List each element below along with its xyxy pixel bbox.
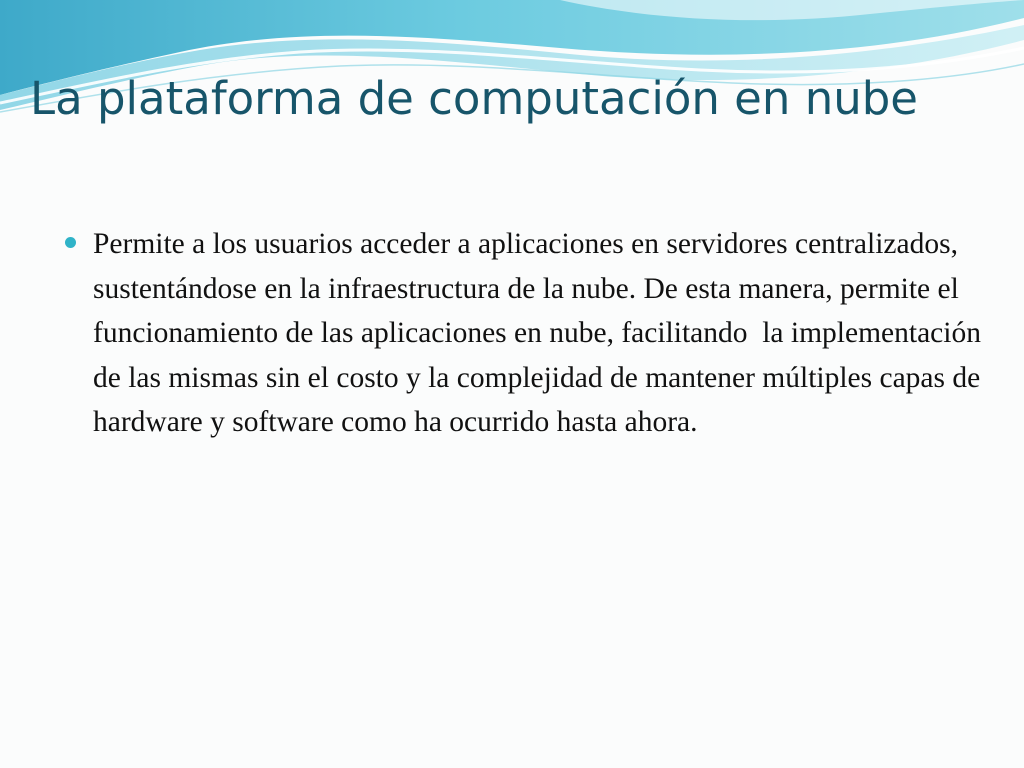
bullet-item — [62, 222, 989, 445]
bullet-text: Permite a los usuarios acceder a aplicaciones en servidores centralizados, sustentándose en la infraestructura de la nube. De esta manera, permite el funcionamiento de las aplicaciones en nube, facilitando la implementación de las mismas sin el costo y la complejidad de mantener múltiples capas de hardware y software como ha ocurrido hasta ahora. — [93, 228, 989, 438]
bullet-list — [62, 222, 989, 445]
slide-title: La plataforma de computación en nube — [30, 72, 918, 125]
bullet-dot-icon — [65, 237, 76, 248]
